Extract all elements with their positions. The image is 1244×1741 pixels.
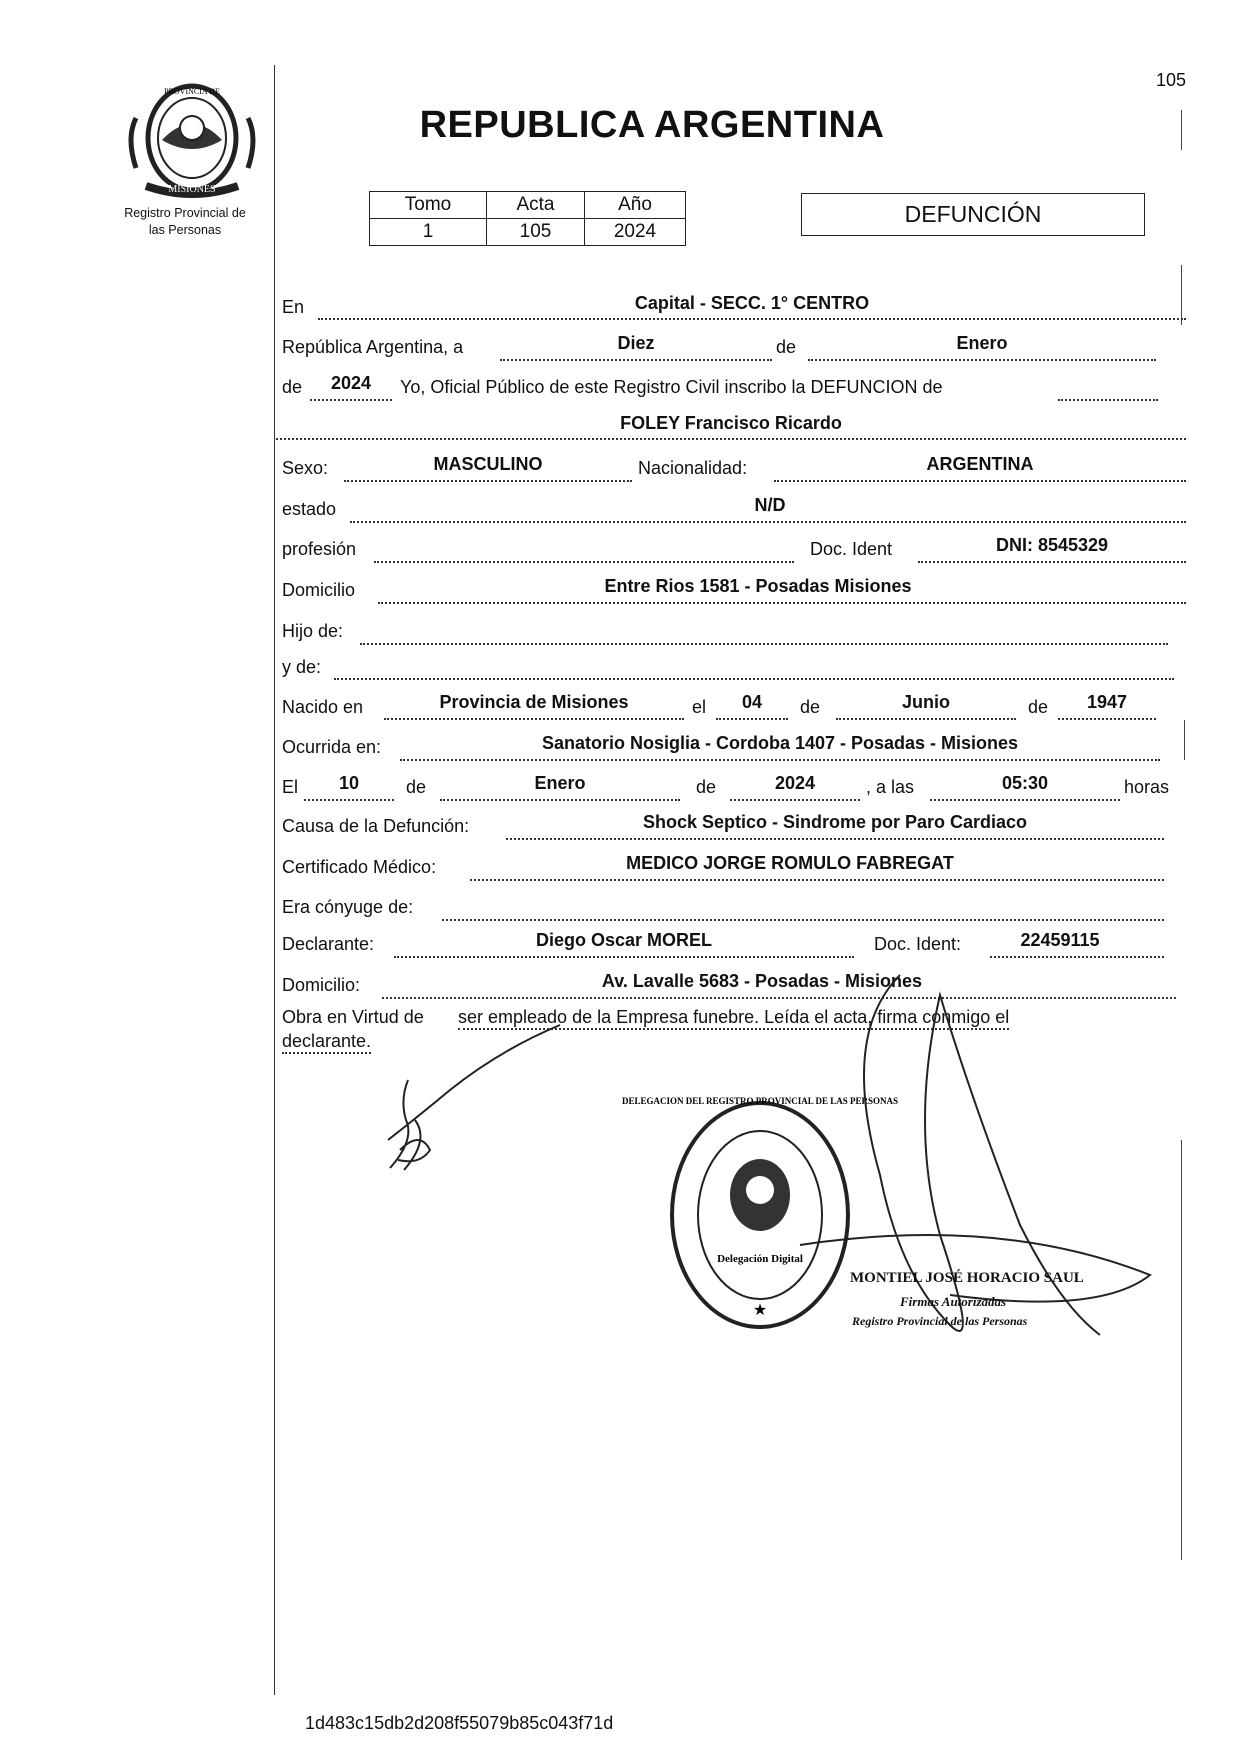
decl-domicilio-value: Av. Lavalle 5683 - Posadas - Misiones [601,971,923,991]
dotted-line [918,561,1186,563]
birth-year: 1947 [1086,692,1128,712]
de-label: de [800,697,821,717]
obra-text: ser empleado de la Empresa funebre. Leída el acta, firma conmigo el [458,1007,1009,1030]
col-header-tomo: Tomo [370,192,487,219]
deceased-name: FOLEY Francisco Ricardo [620,413,842,433]
officer-name: MONTIEL JOSÉ HORACIO SAUL [850,1270,1084,1286]
death-year: 2024 [774,773,816,793]
yde-label: y de: [282,657,322,677]
col-header-acta: Acta [487,192,585,219]
dotted-line [360,643,1168,645]
nacionalidad-value: ARGENTINA [926,454,1034,474]
dotted-line [400,759,1160,761]
dotted-line [990,956,1164,958]
dotted-line [384,718,684,720]
declarant-signature-icon [360,1020,580,1180]
dotted-line [440,799,680,801]
month-value: Enero [956,333,1008,353]
horas-label: horas [1124,777,1170,797]
obra-text-2: declarante. [282,1031,371,1054]
org-name-line1: Registro Provincial de [124,206,246,220]
day-value: Diez [617,333,655,353]
page-title: REPUBLICA ARGENTINA [419,104,885,146]
place-value: Capital - SECC. 1° CENTRO [634,293,870,313]
officer-signature-icon [800,975,1180,1415]
hijo-label: Hijo de: [282,621,344,641]
dotted-line [304,799,394,801]
year-value: 2024 [330,373,372,393]
emblem-top-text: PROVINCIA DE [164,87,220,96]
dotted-line [774,480,1186,482]
dotted-line [1058,399,1158,401]
dotted-line [344,480,632,482]
declarante-value: Diego Oscar MOREL [535,930,713,950]
table-row [370,192,686,219]
dotted-line [836,718,1016,720]
tomo-value: 1 [370,219,487,246]
causa-label: Causa de la Defunción: [282,816,470,836]
nacionalidad-label: Nacionalidad: [638,458,748,478]
nacido-label: Nacido en [282,697,364,717]
de-label: de [406,777,427,797]
ocurrida-value: Sanatorio Nosiglia - Cordoba 1407 - Posadas - Misiones [541,733,1019,753]
causa-value: Shock Septico - Sindrome por Paro Cardiaco [642,812,1028,832]
registry-table [369,191,686,246]
stamp-ring-text: DELEGACION DEL REGISTRO PROVINCIAL DE LAS PERSONAS [621,1096,899,1106]
right-margin-mark [1184,720,1185,760]
domicilio-value: Entre Rios 1581 - Posadas Misiones [604,576,912,596]
estado-value: N/D [754,495,786,515]
decl-doc-label: Doc. Ident: [874,934,962,954]
sexo-value: MASCULINO [433,454,543,474]
de-label: de [776,337,797,357]
officer-org: Registro Provincial de las Personas [852,1314,1028,1328]
domicilio-label: Domicilio [282,580,356,600]
dotted-line [500,359,772,361]
profesion-label: profesión [282,539,357,559]
certificado-value: MEDICO JORGE ROMULO FABREGAT [626,853,954,873]
declarante-label: Declarante: [282,934,375,954]
death-time: 05:30 [1001,773,1049,793]
birth-day: 04 [741,692,763,712]
certificado-label: Certificado Médico: [282,857,437,877]
page-number: 105 [1155,70,1186,90]
left-margin-line [274,65,275,1695]
svg-text:★: ★ [752,1302,768,1319]
dotted-line [730,799,860,801]
nacido-value: Provincia de Misiones [439,692,629,712]
ano-value: 2024 [585,219,686,246]
dotted-line [394,956,854,958]
sexo-label: Sexo: [282,458,329,478]
obra-prefix: Obra en Virtud de [282,1007,424,1027]
dotted-line [442,919,1164,921]
emblem-bottom-text: MISIONES [168,184,216,195]
birth-month: Junio [902,692,950,712]
doc-label: Doc. Ident [810,539,893,559]
doc-value: DNI: 8545329 [995,535,1109,555]
act-type-box: DEFUNCIÓN [801,193,1145,236]
dotted-line [716,718,788,720]
dotted-line [276,438,1186,440]
acta-value: 105 [487,219,585,246]
org-name [100,205,270,239]
conyuge-label: Era cónyuge de: [282,897,414,917]
republica-label: República Argentina, a [282,337,464,357]
dotted-line [1058,718,1156,720]
dotted-line [470,879,1164,881]
dotted-line [310,399,392,401]
right-margin-mark [1181,1140,1182,1560]
document-hash: 1d483c15db2d208f55079b85c043f71d [305,1713,614,1733]
ocurrida-label: Ocurrida en: [282,737,382,757]
col-header-ano: Año [585,192,686,219]
el-label: el [692,697,707,717]
estado-label: estado [282,499,337,519]
dotted-line [378,602,1186,604]
death-day: 10 [338,773,360,793]
decl-domicilio-label: Domicilio: [282,975,361,995]
de-label: de [1028,697,1049,717]
en-label: En [282,297,305,317]
dotted-line [808,359,1156,361]
officer-role: Firmas Autorizadas [900,1294,1007,1309]
dotted-line [930,799,1120,801]
dotted-line [374,561,794,563]
el-label: El [282,777,299,797]
alas-label: , a las [866,777,915,797]
de-label: de [696,777,717,797]
org-name-line2: las Personas [148,223,222,237]
dotted-line [350,521,1186,523]
death-month: Enero [534,773,586,793]
stamp-inner-text: Delegación Digital [717,1253,803,1265]
dotted-line [334,678,1174,680]
decl-doc-value: 22459115 [1020,930,1100,950]
dotted-line [506,838,1164,840]
dotted-line [318,318,1186,320]
oficial-text: Yo, Oficial Público de este Registro Civil inscribo la DEFUNCION de [400,377,943,397]
table-row [370,219,686,246]
year-prefix-label: de [282,377,303,397]
